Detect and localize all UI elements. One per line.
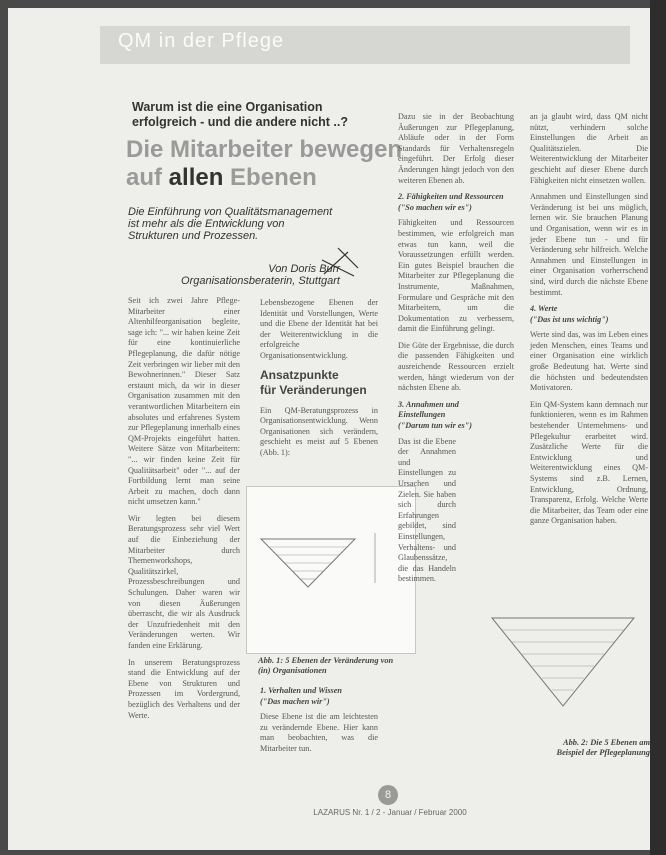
col2-heading: Ansatzpunkte für Veränderungen <box>260 367 367 397</box>
column-2 <box>260 298 378 465</box>
col1-para-1: Seit ich zwei Jahre Pflege-Mitarbeiter einer Altenhilfeorganisation begleite, sage ich: "... wir haben keine Zeit für eine kontinuierliche Pflegeplanung, die dafür nötige Zeit verbringen wir lieber mit den Bewohnerinnen." Dieser Satz erstaunt mich, da wir in dieser Organisation zusammen mit den verantwortlichen Mitarbeitern ein absolutes und erfahrenes System zur Pflegeplanung innerhalb eines QM-Projekts eingeführt hatten. Weitere Sätze von Mitarbeitern: "... wir finden keine Zeit für Qualitätsarbeit" oder "... auf der Fortbildung lernt man seine Arbeit zu machen, doch dann nicht umsetzen kann." <box>128 296 240 507</box>
col4-para-2: Annahmen und Einstellungen sind Veränderung ist bei uns möglich, lernen wir. Sie brauchen Planung und Organisation, wenn wir es in jeder Ebene tun - und für Veränderung sehr hilfreich. Welche Annahmen und Einstellungen in einer Organisation vorherrschend sind, wird durch die nächste Ebene bestimmt. <box>530 192 648 297</box>
section-title: QM in der Pflege <box>118 30 285 52</box>
col3-subheading-3: 3. Annahmen und Einstellungen ("Darum tun wir es") <box>398 399 472 431</box>
article-intro: Die Einführung von Qualitätsmanagement ist mehr als die Entwicklung von Strukturen und Prozessen. <box>128 206 333 242</box>
figure-2-caption: Abb. 2: Die 5 Ebenen am Beispiel der Pflegeplanung <box>556 738 650 757</box>
footer-issue: LAZARUS Nr. 1 / 2 - Januar / Februar 2000 <box>313 808 467 817</box>
col1-para-2: Wir legten bei diesem Beratungsprozess sehr viel Wert auf die Einbeziehung der Mitarbeiter durch Themenworkshops, Qualitätszirkel, Prozessbeschreibungen und Schulungen. Daher waren wir von diesen Äußerungen überrascht, die wir als Ausdruck der Unzufriedenheit mit den Veränderungen werten. Wir fanden eine Erklärung. <box>128 513 240 650</box>
col3-para-1: Dazu sie in der Beobachtung Äußerungen zur Pflegeplanung, Abläufe oder in der Form Standards für Verhaltensregeln eingeführt. Der Erfolg dieser Änderungen hängt jedoch von den weiteren Ebenen ab. <box>398 112 514 185</box>
column-2-lower <box>260 682 378 761</box>
col4-para-4: Ein QM-System kann demnach nur funktionieren, wenn es im Rahmen bestehender Unternehmens- und Pflegekultur erarbeitet wird. Zusätzliche Werte für die Entwicklung und Weiterentwicklung eines QM-Systems sind z.B. Lernen, Entwicklung, Ordnung, Transparenz, Erfolg. Welche Werte die Mitarbeiter, das Team oder eine ganze Organisation haben. <box>530 399 648 526</box>
col4-subheading-4: 4. Werte ("Das ist uns wichtig") <box>530 304 609 324</box>
col3-para-4: Das ist die Ebene der Annahmen und Einstellungen zu Ursachen und Zielen. Sie haben sich durch Erfahrungen gebildet, sind Einstellungen, Verhaltens- und Glaubenssätze, die das Handeln bestimmen. <box>398 436 456 584</box>
figure-1 <box>246 486 416 654</box>
col4-para-3: Werte sind das, was im Leben eines jeden Menschen, eines Teams und einer Organisation eine wirklich große Bedeutung hat. Werte sind die höchsten und bedeutendsten Motivatoren. <box>530 330 648 393</box>
col1-para-3: In unserem Beratungsprozess stand die Entwicklung auf der Ebene von Strukturen und Prozessen im Vordergrund, bezüglich des Verhaltens und der Werte. <box>128 657 240 720</box>
pyramid-diagram-1 <box>247 487 415 653</box>
page-number: 8 <box>378 785 398 805</box>
column-1 <box>128 296 240 727</box>
column-4 <box>530 112 648 533</box>
article-title: Die Mitarbeiter bewegen auf allen Ebenen <box>126 136 403 191</box>
col2-subheading: 1. Verhalten und Wissen ("Das machen wir") <box>260 686 342 706</box>
author-byline: Von Doris Burr Organisationsberaterin, Stuttgart <box>181 263 340 287</box>
column-3 <box>398 112 514 591</box>
col4-para-1: an ja glaubt wird, dass QM nicht nützt, verhindern solche Einstellungen die Arbeit an Qualitätszielen. Die Weiterentwicklung der Mitarbeiter geschieht auf dieser Ebene durch Fähigkeiten nicht einsetzen wollen. <box>530 112 648 185</box>
pyramid-diagram-2 <box>474 596 644 724</box>
scan-edge <box>650 0 666 855</box>
col3-para-3: Die Güte der Ergebnisse, die durch die passenden Fähigkeiten und ausreichende Ressourcen erzielt werden, hängt wiederum von der nächsten Ebene ab. <box>398 340 514 393</box>
col3-subheading-2: 2. Fähigkeiten und Ressourcen ("So machen wir es") <box>398 192 504 212</box>
figure-1-caption: Abb. 1: 5 Ebenen der Veränderung von (in) Organisationen <box>258 656 394 675</box>
col2-para-1: Lebensbezogene Ebenen der Identität und Vorstellungen, Werte und die Ebene der Identität hat bei der Weiterentwicklung in die erfolgreiche Organisationsentwicklung. <box>260 298 378 360</box>
signature-mark <box>318 240 362 284</box>
col2-para-2: Ein QM-Beratungsprozess in Organisationsentwicklung. Wenn Organisationen sich verändern, geschieht es meist auf 5 Ebenen (Abb. 1): <box>260 405 378 457</box>
col3-para-2: Fähigkeiten und Ressourcen bestimmen, wie erfolgreich man etwas tun kann, weil die Voraussetzungen erfüllt werden. Ein gutes Beispiel brauchen die Mitarbeiter zur Pflegeplanung die Instrumente, Maßnahmen, Formulare und Gespräche mit den Mitarbeitern, um die Dokumentation zu verbessern, damit die Einführung gelingt. <box>398 218 514 334</box>
article-kicker: Warum ist die eine Organisation erfolgreich - und die andere nicht ..? <box>132 100 348 129</box>
col2-para-3: Diese Ebene ist die am leichtesten zu verändernde Ebene. Hier kann man beobachten, was die Mitarbeiter tun. <box>260 712 378 753</box>
